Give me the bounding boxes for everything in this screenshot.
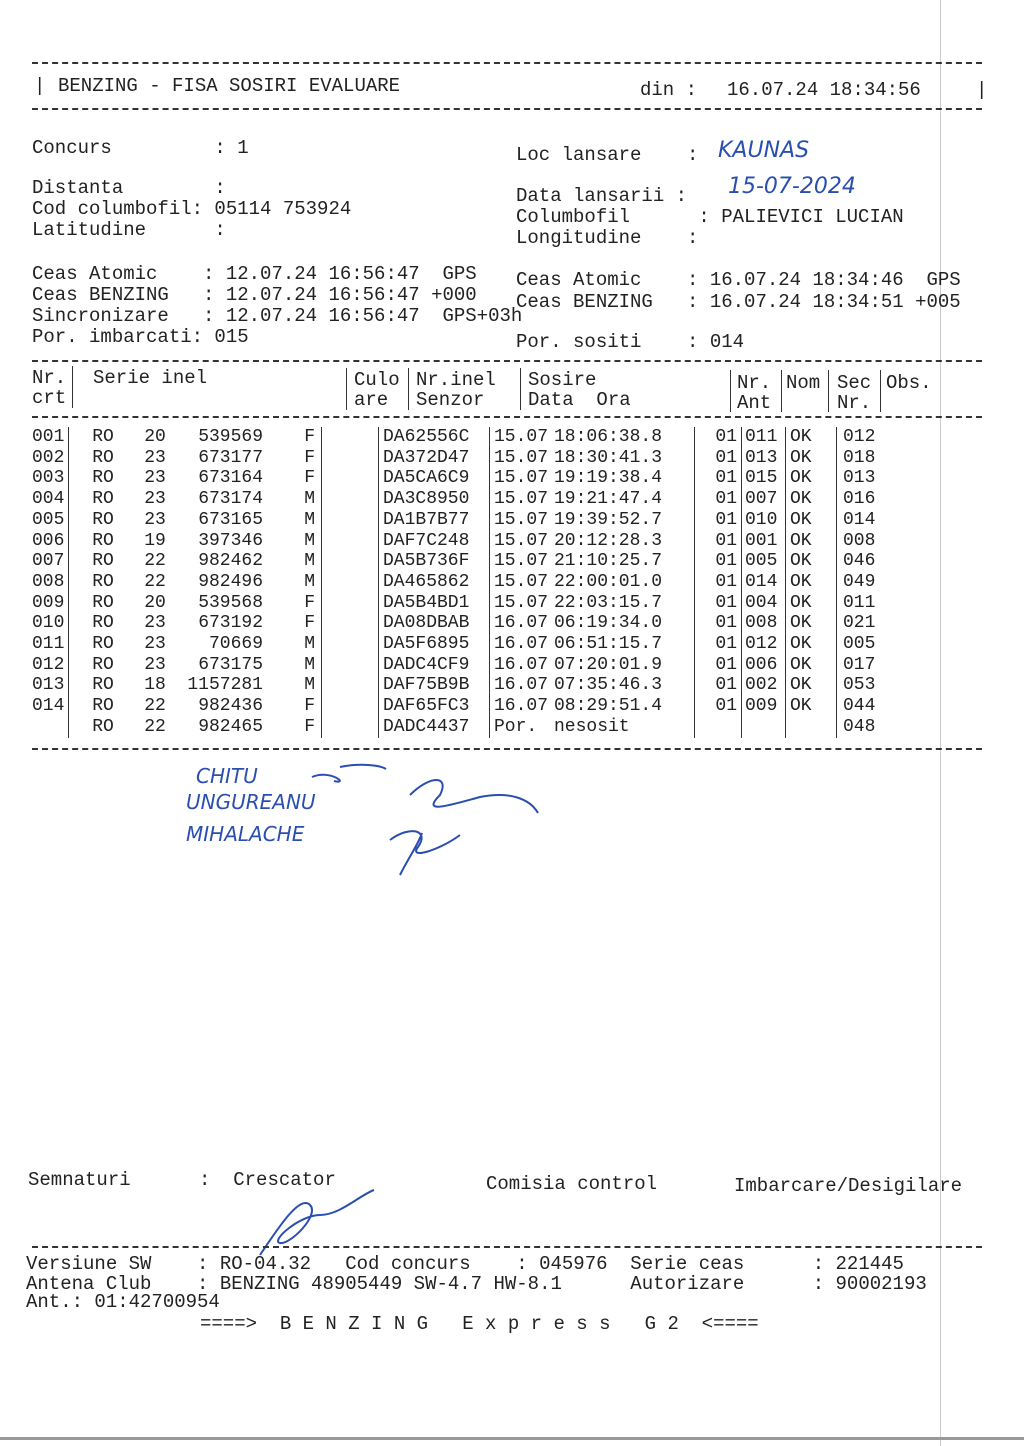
ring-country: RO <box>92 716 114 737</box>
ring-year: 22 <box>144 571 166 592</box>
header-nr-ant: Nr. Ant <box>737 372 772 414</box>
data-lansarii-handwritten: 15-07-2024 <box>728 174 856 199</box>
header-sep-4 <box>520 368 521 410</box>
row-number: 007 <box>32 551 69 572</box>
arrival-date: 15.07 <box>494 571 549 592</box>
footer-line-1: Versiune SW : RO-04.32 Cod concurs : 045976 Serie ceas : 221445 <box>26 1253 904 1275</box>
comisia-control-label: Comisia control <box>486 1173 658 1195</box>
header-sep-6 <box>781 370 782 412</box>
sensor-id: DADC4CF9 <box>379 655 490 676</box>
nominal-number: 004 <box>742 593 786 614</box>
row-number <box>32 717 69 738</box>
arrival-time: 20:12:28.3 <box>554 531 695 552</box>
ring-sex: F <box>263 613 322 634</box>
nominal-number: 008 <box>742 613 786 634</box>
footer-rule <box>32 1246 982 1248</box>
ring-country: RO <box>92 427 114 447</box>
security-status: OK <box>786 593 837 614</box>
antenna-number: 01 <box>695 613 742 634</box>
cod-columbofil-field: Cod columbofil: 05114 753924 <box>32 198 352 220</box>
observation: 021 <box>843 613 876 634</box>
clock-left-2: Ceas BENZING : 12.07.24 16:56:47 +000 <box>32 284 477 306</box>
observation: 044 <box>843 696 876 717</box>
arrival-time: 06:51:15.7 <box>554 634 695 655</box>
culoare-cell <box>322 613 379 634</box>
arrival-time: 06:19:34.0 <box>554 613 695 634</box>
table-row <box>32 675 903 696</box>
arrival-time: 07:35:46.3 <box>554 675 695 696</box>
observation: 011 <box>843 592 876 613</box>
ring-sex: M <box>263 572 322 593</box>
nominal-number <box>742 717 786 738</box>
arrival-time: 19:39:52.7 <box>554 510 695 531</box>
security-status: OK <box>786 696 837 717</box>
security-status: OK <box>786 448 837 469</box>
security-status: OK <box>786 551 837 572</box>
ring-country: RO <box>92 489 114 510</box>
data-lansarii-label: Data lansarii : <box>516 185 688 207</box>
culoare-cell <box>322 572 379 593</box>
ring-year: 23 <box>144 654 166 675</box>
row-number: 002 <box>32 448 69 469</box>
nominal-number: 009 <box>742 696 786 717</box>
arrival-time: 22:00:01.0 <box>554 572 695 593</box>
arrival-date: 16.07 <box>494 634 549 655</box>
arrival-date: 15.07 <box>494 509 549 530</box>
sensor-id: DA5B736F <box>379 551 490 572</box>
header-senzor: Nr.inel Senzor <box>416 369 496 411</box>
ring-sex: M <box>263 655 322 676</box>
arrival-date: 15.07 <box>494 551 549 572</box>
ring-country: RO <box>92 551 114 572</box>
ring-country: RO <box>92 509 114 530</box>
arrival-time: 18:06:38.8 <box>554 427 695 448</box>
ring-number: 70669 <box>208 634 263 655</box>
observation: 014 <box>843 509 876 530</box>
top-dashed-rule <box>32 62 982 64</box>
culoare-cell <box>322 696 379 717</box>
observation: 016 <box>843 489 876 510</box>
antenna-number: 01 <box>695 448 742 469</box>
report-title: BENZING - FISA SOSIRI EVALUARE <box>58 75 401 97</box>
table-row <box>32 593 903 614</box>
sensor-id: DA1B7B77 <box>379 510 490 531</box>
ring-sex: F <box>263 593 322 614</box>
arrival-date: 15.07 <box>494 468 549 489</box>
ring-year: 22 <box>144 696 166 717</box>
table-row <box>32 572 903 593</box>
ring-number: 673174 <box>198 489 263 510</box>
sensor-id: DA5F6895 <box>379 634 490 655</box>
arrival-time: 22:03:15.7 <box>554 593 695 614</box>
ring-sex: M <box>263 675 322 696</box>
nominal-number: 006 <box>742 655 786 676</box>
row-number: 009 <box>32 593 69 614</box>
clock-right-2: Ceas BENZING : 16.07.24 18:34:51 +005 <box>516 291 961 313</box>
header-sosire: Sosire Data Ora <box>528 369 631 411</box>
culoare-cell <box>322 448 379 469</box>
antenna-number: 01 <box>695 468 742 489</box>
row-number: 010 <box>32 613 69 634</box>
ring-year: 23 <box>144 489 166 510</box>
observation: 049 <box>843 571 876 592</box>
nominal-number: 012 <box>742 634 786 655</box>
arrival-time: 08:29:51.4 <box>554 696 695 717</box>
clock-right-1: Ceas Atomic : 16.07.24 18:34:46 GPS <box>516 269 961 291</box>
arrival-date: 16.07 <box>494 696 549 717</box>
ring-country: RO <box>92 613 114 634</box>
por-sositi: Por. sositi : 014 <box>516 331 745 353</box>
culoare-cell <box>322 531 379 552</box>
security-status: OK <box>786 468 837 489</box>
header-obs: Obs. <box>886 372 932 394</box>
header-sep-8 <box>880 370 881 412</box>
arrival-date: 16.07 <box>494 613 549 634</box>
table-row <box>32 717 903 738</box>
header-nom: Nom <box>786 372 821 394</box>
ring-year: 20 <box>144 427 166 447</box>
antenna-number <box>695 717 742 738</box>
sensor-id: DAF75B9B <box>379 675 490 696</box>
latitudine-field: Latitudine : <box>32 219 226 241</box>
ring-number: 397346 <box>198 530 263 551</box>
sensor-id: DAF65FC3 <box>379 696 490 717</box>
antenna-number: 01 <box>695 593 742 614</box>
culoare-cell <box>322 675 379 696</box>
ring-number: 982496 <box>198 571 263 592</box>
sensor-id: DA372D47 <box>379 448 490 469</box>
ring-number: 982436 <box>198 696 263 717</box>
header-sep-1 <box>72 366 73 408</box>
arrival-date: 15.07 <box>494 530 549 551</box>
row-number: 001 <box>32 427 69 448</box>
culoare-cell <box>322 551 379 572</box>
nominal-number: 011 <box>742 427 786 448</box>
header-sep-3 <box>408 368 409 410</box>
row-number: 012 <box>32 655 69 676</box>
ring-country: RO <box>92 592 114 613</box>
header-culoare: Culo are <box>354 369 400 411</box>
scan-bottom-edge <box>0 1437 1024 1440</box>
security-status: OK <box>786 427 837 448</box>
row-number: 011 <box>32 634 69 655</box>
ring-country: RO <box>92 571 114 592</box>
ring-country: RO <box>92 696 114 717</box>
antenna-number: 01 <box>695 551 742 572</box>
arrival-time: 21:10:25.7 <box>554 551 695 572</box>
observation: 005 <box>843 634 876 655</box>
ring-country: RO <box>92 447 114 468</box>
security-status: OK <box>786 572 837 593</box>
table-row <box>32 613 903 634</box>
arrival-time: 19:21:47.4 <box>554 489 695 510</box>
sensor-id: DAF7C248 <box>379 531 490 552</box>
sensor-id: DA5B4BD1 <box>379 593 490 614</box>
sensor-id: DA465862 <box>379 572 490 593</box>
nominal-number: 001 <box>742 531 786 552</box>
ring-number: 1157281 <box>187 675 263 696</box>
header-serie-inel: Serie inel <box>93 367 208 389</box>
sensor-id: DADC4437 <box>379 717 490 738</box>
table-row <box>32 489 903 510</box>
observation: 013 <box>843 468 876 489</box>
antenna-number: 01 <box>695 696 742 717</box>
ring-country: RO <box>92 468 114 489</box>
arrival-date: 15.07 <box>494 592 549 613</box>
header-right-bar: | <box>976 79 988 101</box>
longitudine-field: Longitudine : <box>516 227 699 249</box>
ring-year: 22 <box>144 551 166 572</box>
row-number: 003 <box>32 468 69 489</box>
header-sep-7 <box>828 370 829 412</box>
table-row <box>32 510 903 531</box>
report-datetime: 16.07.24 18:34:56 <box>727 79 921 101</box>
security-status <box>786 717 837 738</box>
sensor-id: DA3C8950 <box>379 489 490 510</box>
security-status: OK <box>786 634 837 655</box>
ring-year: 22 <box>144 716 166 737</box>
culoare-cell <box>322 489 379 510</box>
ring-sex: M <box>263 510 322 531</box>
antenna-number: 01 <box>695 572 742 593</box>
ring-country: RO <box>92 530 114 551</box>
culoare-cell <box>322 717 379 738</box>
handwritten-name-2: UNGUREANU <box>186 790 316 814</box>
culoare-cell <box>322 655 379 676</box>
ring-year: 23 <box>144 447 166 468</box>
header-sep-2 <box>346 368 347 410</box>
distanta-field: Distanta : <box>32 177 226 199</box>
arrival-date: 16.07 <box>494 654 549 675</box>
row-number: 013 <box>32 675 69 696</box>
ring-number: 539569 <box>198 427 263 447</box>
ring-year: 23 <box>144 468 166 489</box>
antenna-number: 01 <box>695 634 742 655</box>
clock-left-1: Ceas Atomic : 12.07.24 16:56:47 GPS <box>32 263 477 285</box>
loc-lansare-handwritten: KAUNAS <box>718 138 810 163</box>
arrivals-table <box>32 427 903 738</box>
page-fold-line <box>940 0 941 1446</box>
ring-sex: M <box>263 551 322 572</box>
table-row <box>32 468 903 489</box>
header-sep-5 <box>730 370 731 412</box>
ring-country: RO <box>92 654 114 675</box>
ring-sex: F <box>263 427 322 448</box>
ring-year: 23 <box>144 634 166 655</box>
culoare-cell <box>322 510 379 531</box>
table-header-rule <box>32 416 982 418</box>
din-label: din : <box>640 79 698 101</box>
security-status: OK <box>786 531 837 552</box>
table-row <box>32 427 903 448</box>
antenna-number: 01 <box>695 655 742 676</box>
ring-year: 23 <box>144 613 166 634</box>
table-row <box>32 634 903 655</box>
row-number: 004 <box>32 489 69 510</box>
arrival-date: 15.07 <box>494 427 549 447</box>
antenna-number: 01 <box>695 675 742 696</box>
ring-number: 673177 <box>198 447 263 468</box>
table-row <box>32 448 903 469</box>
culoare-cell <box>322 593 379 614</box>
observation: 046 <box>843 551 876 572</box>
nominal-number: 010 <box>742 510 786 531</box>
security-status: OK <box>786 510 837 531</box>
culoare-cell <box>322 427 379 448</box>
arrival-time: 19:19:38.4 <box>554 468 695 489</box>
security-status: OK <box>786 489 837 510</box>
observation: 048 <box>843 716 876 737</box>
culoare-cell <box>322 634 379 655</box>
observation: 008 <box>843 530 876 551</box>
ring-sex: F <box>263 468 322 489</box>
ring-number: 982465 <box>198 716 263 737</box>
table-row <box>32 696 903 717</box>
handwritten-name-3: MIHALACHE <box>186 822 305 846</box>
semnaturi-line: Semnaturi : Crescator <box>28 1169 336 1191</box>
nominal-number: 013 <box>742 448 786 469</box>
ring-sex: M <box>263 489 322 510</box>
footer-line-3: Ant.: 01:42700954 <box>26 1291 220 1313</box>
observation: 053 <box>843 675 876 696</box>
header-nr-crt: Nr. crt <box>32 367 67 409</box>
nominal-number: 015 <box>742 468 786 489</box>
handwritten-name-1: CHITU <box>196 764 258 788</box>
arrival-date: 16.07 <box>494 675 549 696</box>
ring-number: 673165 <box>198 509 263 530</box>
ring-number: 673175 <box>198 654 263 675</box>
nominal-number: 007 <box>742 489 786 510</box>
handwritten-signatures-graphic <box>300 755 560 885</box>
arrival-date: Por. <box>494 716 538 737</box>
ring-sex: M <box>263 634 322 655</box>
ring-year: 19 <box>144 530 166 551</box>
arrival-time: 18:30:41.3 <box>554 448 695 469</box>
culoare-cell <box>322 468 379 489</box>
table-row <box>32 655 903 676</box>
table-top-rule <box>32 360 982 362</box>
benzing-brand-line: ====> B E N Z I N G E x p r e s s G 2 <==== <box>200 1313 759 1335</box>
table-bottom-rule <box>32 748 982 750</box>
row-number: 008 <box>32 572 69 593</box>
table-row <box>32 551 903 572</box>
header-dashed-rule <box>32 108 982 110</box>
ring-year: 18 <box>144 675 166 696</box>
clock-left-3: Sincronizare : 12.07.24 16:56:47 GPS+03h <box>32 305 523 327</box>
concurs-field: Concurs : 1 <box>32 137 249 159</box>
row-number: 014 <box>32 696 69 717</box>
observation: 018 <box>843 447 876 468</box>
ring-number: 539568 <box>198 592 263 613</box>
ring-sex: F <box>263 696 322 717</box>
loc-lansare-label: Loc lansare : <box>516 144 699 166</box>
table-row <box>32 531 903 552</box>
ring-sex: F <box>263 448 322 469</box>
nominal-number: 002 <box>742 675 786 696</box>
antenna-number: 01 <box>695 531 742 552</box>
ring-country: RO <box>92 675 114 696</box>
ring-country: RO <box>92 634 114 655</box>
header-sec-nr: Sec Nr. <box>837 372 872 414</box>
por-imbarcati: Por. imbarcati: 015 <box>32 326 249 348</box>
arrival-date: 15.07 <box>494 489 549 510</box>
sensor-id: DA62556C <box>379 427 490 448</box>
ring-number: 673192 <box>198 613 263 634</box>
imbarcare-desigilare-label: Imbarcare/Desigilare <box>734 1175 963 1197</box>
row-number: 006 <box>32 531 69 552</box>
observation: 012 <box>843 427 876 447</box>
ring-year: 20 <box>144 592 166 613</box>
observation: 017 <box>843 654 876 675</box>
sensor-id: DA5CA6C9 <box>379 468 490 489</box>
security-status: OK <box>786 655 837 676</box>
nominal-number: 005 <box>742 551 786 572</box>
arrival-date: 15.07 <box>494 447 549 468</box>
ring-number: 982462 <box>198 551 263 572</box>
row-number: 005 <box>32 510 69 531</box>
ring-number: 673164 <box>198 468 263 489</box>
security-status: OK <box>786 675 837 696</box>
antenna-number: 01 <box>695 489 742 510</box>
arrival-time: nesosit <box>554 717 695 738</box>
ring-sex: M <box>263 531 322 552</box>
nominal-number: 014 <box>742 572 786 593</box>
antenna-number: 01 <box>695 510 742 531</box>
header-left-bar: | <box>34 75 46 97</box>
arrival-time: 07:20:01.9 <box>554 655 695 676</box>
ring-sex: F <box>263 717 322 738</box>
ring-year: 23 <box>144 509 166 530</box>
antenna-number: 01 <box>695 427 742 448</box>
security-status: OK <box>786 613 837 634</box>
footer-line-2: Antena Club : BENZING 48905449 SW-4.7 HW-8.1 Autorizare : 90002193 <box>26 1273 927 1295</box>
sensor-id: DA08DBAB <box>379 613 490 634</box>
columbofil-field: Columbofil : PALIEVICI LUCIAN <box>516 206 904 228</box>
